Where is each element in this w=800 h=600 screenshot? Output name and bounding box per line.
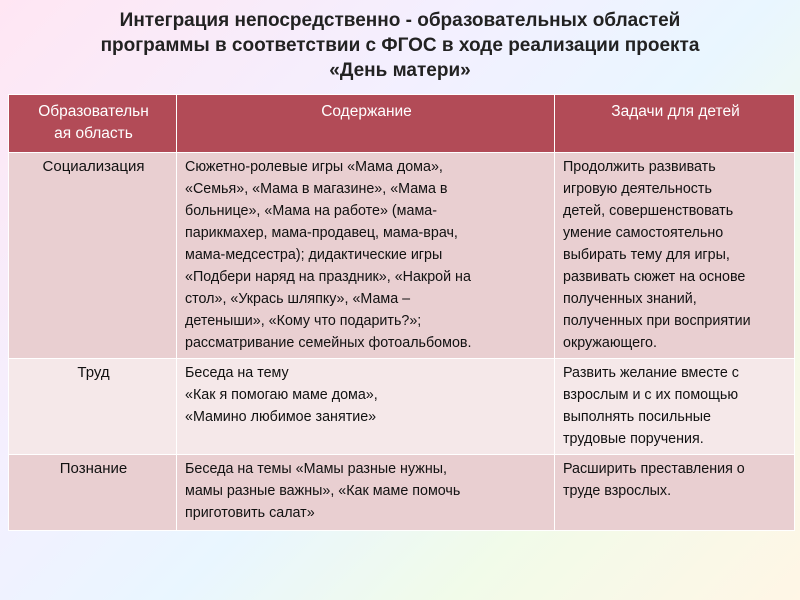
row-tasks: Развить желание вместе с взрослым и с их помощью выполнять посильные трудовые поручения. <box>555 359 795 455</box>
row-tasks: Расширить преставления о труде взрослых. <box>555 455 795 531</box>
table-row-socialization <box>9 153 795 359</box>
row-content: Беседа на темы «Мамы разные нужны, мамы разные важны», «Как маме помочь приготовить салат» <box>177 455 555 531</box>
row-tasks: Продолжить развивать игровую деятельность детей, совершенствовать умение самостоятельно выбирать тему для игры, развивать сюжет на основе полученных знаний, полученных при восприятии окружающего. <box>555 153 795 359</box>
header-area: Образовательн ая область <box>9 95 177 153</box>
row-content: Беседа на тему «Как я помогаю маме дома», «Мамино любимое занятие» <box>177 359 555 455</box>
slide-title: Интеграция непосредственно - образовательных областей программы в соответствии с ФГОС в ходе реализации проекта «День матери» <box>100 10 700 81</box>
row-area: Труд <box>9 359 177 455</box>
table-row-labor <box>9 359 795 455</box>
row-area: Социализация <box>9 153 177 359</box>
row-content: Сюжетно-ролевые игры «Мама дома», «Семья», «Мама в магазине», «Мама в больнице», «Мама на работе» (мама- парикмахер, мама-продавец, мама-врач, мама-медсестра); дидактические игры «Подбери наряд на праздник», «Накрой на стол», «Укрась шляпку», «Мама – детеныши», «Кому что подарить?»; рассматривание семейных фотоальбомов. <box>177 153 555 359</box>
integration-table <box>8 94 795 531</box>
table-header-row <box>9 95 795 153</box>
row-area: Познание <box>9 455 177 531</box>
header-content: Содержание <box>177 95 555 153</box>
table-row-cognition <box>9 455 795 531</box>
header-tasks: Задачи для детей <box>555 95 795 153</box>
